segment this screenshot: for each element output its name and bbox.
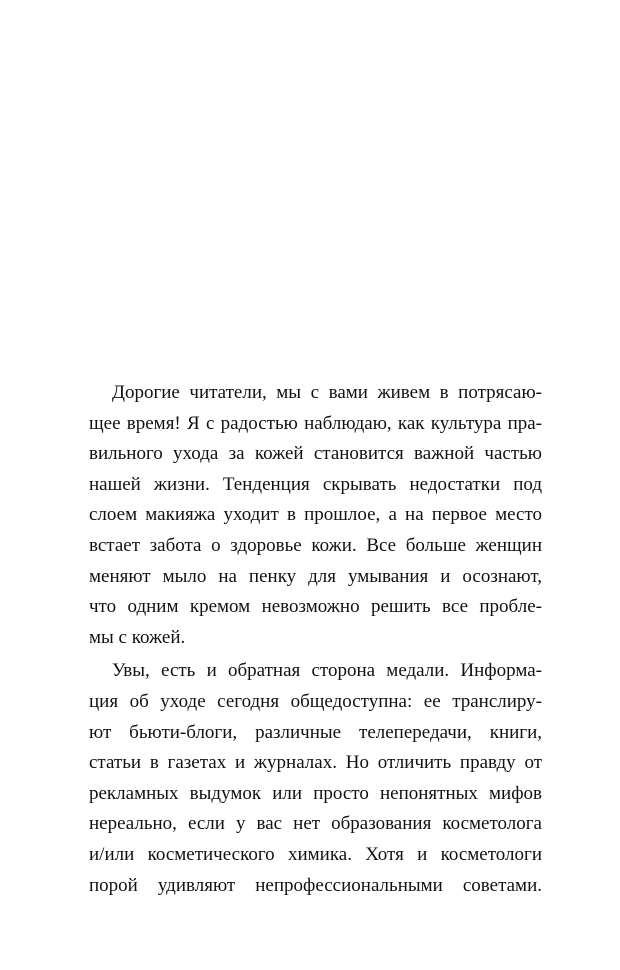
text-line: нереально, если у вас нет образования косметолога: [89, 813, 542, 835]
text-line: вильного ухода за кожей становится важной частью: [89, 443, 542, 465]
text-line: нашей жизни. Тенденция скрывать недостатки под: [89, 473, 542, 495]
body-text: [89, 378, 542, 901]
text-line: статьи в газетах и журналах. Но отличить правду от: [89, 752, 542, 774]
paragraph-1: [89, 378, 542, 653]
text-line: щее время! Я с радостью наблюдаю, как культура пра-: [89, 412, 542, 434]
text-line: ция об уходе сегодня общедоступна: ее транслиру-: [89, 690, 542, 712]
text-line: ют бьюти-блоги, различные телепередачи, книги,: [89, 721, 542, 743]
paragraph-2: [89, 656, 542, 901]
text-line: мы с кожей.: [89, 626, 186, 648]
text-line: порой удивляют непрофессиональными советами.: [89, 874, 542, 896]
text-line: и/или косметического химика. Хотя и косметологи: [89, 843, 542, 865]
text-line: слоем макияжа уходит в прошлое, а на первое место: [89, 504, 542, 526]
text-line: меняют мыло на пенку для умывания и осознают,: [89, 565, 542, 587]
text-line: рекламных выдумок или просто непонятных мифов: [89, 782, 542, 804]
text-line: что одним кремом невозможно решить все пробле-: [89, 596, 542, 618]
text-line: Дорогие читатели, мы с вами живем в потрясаю-: [112, 382, 542, 403]
text-line: Увы, есть и обратная сторона медали. Информа-: [112, 660, 542, 682]
text-line: встает забота о здоровье кожи. Все больше женщин: [89, 534, 542, 556]
